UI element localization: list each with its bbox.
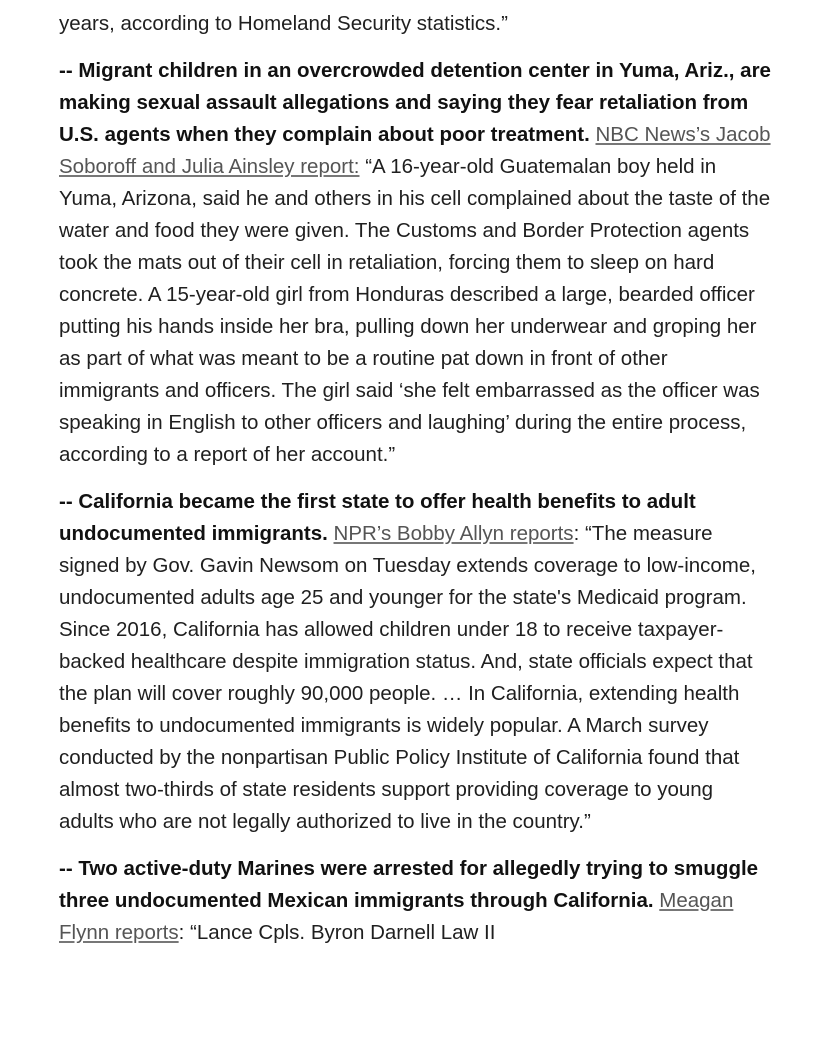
item-separator: : <box>573 522 580 545</box>
item-headline: -- Two active-duty Marines were arrested for allegedly trying to smuggle three undocumented Mexican immigrants through California. <box>59 857 759 912</box>
article-body <box>59 8 771 949</box>
news-item-california-health <box>59 486 771 838</box>
item-headline: -- Migrant children in an overcrowded detention center in Yuma, Ariz., are making sexual assault allegations and saying they fear retaliation from U.S. agents when they complain about poor treatment. <box>59 59 771 146</box>
item-headline: -- California became the first state to offer health benefits to adult undocumented immigrants. <box>59 490 696 545</box>
item-quote: “A 16-year-old Guatemalan boy held in Yuma, Arizona, said he and others in his cell complained about the taste of the water and food they were given. The Customs and Border Protection agents took the mats out of their cell in retaliation, forcing them to sleep on hard concrete. A 15-year-old girl from Honduras described a large, bearded officer putting his hands inside her bra, pulling down her underwear and groping her as part of what was meant to be a routine pat down in front of other immigrants and officers. The girl said ‘she felt embarrassed as the officer was speaking in English to other officers and laughing’ during the entire process, according to a report of her account.” <box>59 155 771 466</box>
item-separator: : <box>178 921 185 944</box>
item-quote: “The measure signed by Gov. Gavin Newsom on Tuesday extends coverage to low-income, undocumented adults age 25 and younger for the state's Medicaid program. Since 2016, California has allowed children under 18 to receive taxpayer-backed healthcare despite immigration status. And, state officials expect that the plan will cover roughly 90,000 people. … In California, extending health benefits to undocumented immigrants is widely popular. A March survey conducted by the nonpartisan Public Policy Institute of California found that almost two-thirds of state residents support providing coverage to young adults who are not legally authorized to live in the country.” <box>59 522 756 833</box>
source-link-nbc[interactable]: NBC News’s Jacob Soboroff and Julia Ainsley report: <box>59 123 771 178</box>
source-link-flynn[interactable]: Meagan Flynn reports <box>59 889 734 944</box>
news-item-marines <box>59 853 771 949</box>
continued-paragraph: years, according to Homeland Security statistics.” <box>59 12 508 35</box>
news-item-yuma <box>59 55 771 471</box>
source-link-npr[interactable]: NPR’s Bobby Allyn reports <box>333 522 574 545</box>
item-quote: “Lance Cpls. Byron Darnell Law II <box>190 921 496 944</box>
